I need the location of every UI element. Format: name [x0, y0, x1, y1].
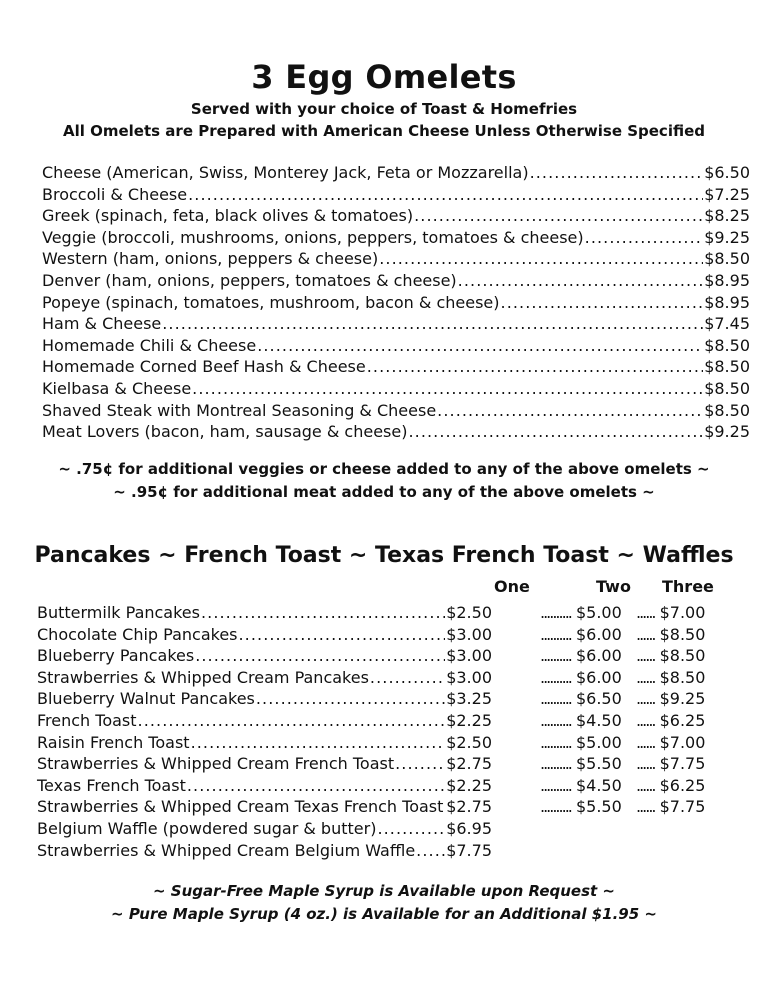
item-name: Homemade Chili & Cheese [42, 335, 257, 355]
price-three-cell [636, 711, 705, 733]
dot-leader [416, 841, 445, 860]
omelet-menu-item [42, 379, 750, 401]
price-two-cell [540, 689, 622, 711]
price-three: $8.50 [659, 667, 706, 687]
dot-leader: .......... [540, 603, 571, 622]
dot-leader: ...... [636, 711, 655, 730]
price-three: $8.50 [659, 646, 706, 666]
dot-leader [138, 711, 445, 730]
pancake-menu-item [37, 754, 492, 776]
dot-leader [191, 733, 445, 752]
price-one: $7.75 [446, 840, 492, 860]
item-name: Strawberries & Whipped Cream French Toast [37, 754, 395, 774]
price-two: $5.50 [575, 754, 622, 774]
price-three-cell [636, 776, 705, 798]
dot-leader: ...... [636, 797, 655, 817]
item-name: Strawberries & Whipped Cream Pancakes [37, 667, 369, 687]
dot-leader [437, 401, 703, 420]
omelet-menu-item [42, 249, 750, 271]
omelets-cheese-note: All Omelets are Prepared with American Cheese Unless Otherwise Specified [63, 122, 705, 140]
item-name: Western (ham, onions, peppers & cheese) [42, 249, 379, 269]
item-price: $7.25 [704, 184, 750, 204]
column-header-one: One [494, 577, 530, 596]
price-two-cell [540, 603, 622, 625]
dot-leader: ...... [636, 775, 655, 795]
price-two: $6.00 [575, 667, 622, 687]
omelet-menu-item [42, 422, 750, 444]
omelet-menu-item [42, 163, 750, 185]
item-price: $8.25 [704, 206, 750, 226]
price-one: $2.75 [446, 754, 492, 774]
dot-leader [256, 689, 445, 708]
price-three-cell [636, 754, 705, 776]
dot-leader [444, 797, 445, 816]
price-three-cell [636, 603, 705, 625]
price-three: $6.25 [659, 775, 706, 795]
price-three-cell [636, 625, 705, 647]
dot-leader: ...... [636, 667, 655, 687]
omelet-menu-item [42, 271, 750, 293]
item-price: $8.95 [704, 271, 750, 290]
price-three-cell [636, 733, 705, 755]
veggie-addon-note: ~ .75¢ for additional veggies or cheese added to any of the above omelets ~ [58, 460, 710, 478]
price-two-cell [540, 754, 622, 776]
item-name: Homemade Corned Beef Hash & Cheese [42, 357, 366, 377]
price-two: $4.50 [575, 711, 622, 730]
dot-leader: .......... [540, 711, 571, 730]
price-one: $2.50 [446, 732, 492, 752]
omelet-menu-item [42, 228, 750, 250]
dot-leader [379, 249, 703, 268]
item-price: $8.50 [704, 249, 750, 269]
dot-leader [195, 646, 445, 665]
dot-leader [377, 819, 445, 838]
item-name: Cheese (American, Swiss, Monterey Jack, Feta or Mozzarella) [42, 163, 529, 182]
price-two-cell [540, 733, 622, 755]
dot-leader: .......... [540, 797, 571, 817]
meat-addon-note: ~ .95¢ for additional meat added to any of the above omelets ~ [113, 483, 655, 501]
dot-leader [585, 228, 704, 247]
dot-leader [408, 422, 703, 441]
price-one: $2.25 [446, 775, 492, 795]
price-three: $7.75 [659, 797, 706, 817]
price-three-cell [636, 668, 705, 690]
item-name: Meat Lovers (bacon, ham, sausage & cheese) [42, 422, 408, 442]
item-name: Texas French Toast [37, 775, 186, 795]
price-three: $6.25 [659, 711, 706, 730]
pancake-menu-item [37, 819, 492, 841]
price-one: $2.75 [446, 797, 492, 817]
pancake-menu-item [37, 797, 492, 819]
dot-leader [162, 314, 703, 333]
price-two-cell [540, 625, 622, 647]
price-one: $3.00 [446, 624, 492, 644]
price-three-cell [636, 797, 705, 819]
dot-leader: ...... [636, 646, 655, 666]
item-price: $9.25 [704, 227, 750, 247]
dot-leader: .......... [540, 754, 571, 774]
pancake-menu-item [37, 733, 492, 755]
item-name: Belgium Waffle (powdered sugar & butter) [37, 819, 377, 838]
price-two-cell [540, 668, 622, 690]
price-two: $6.00 [575, 646, 622, 666]
price-two-cell [540, 711, 622, 733]
dot-leader: .......... [540, 646, 571, 666]
dot-leader [414, 206, 703, 225]
price-one: $2.25 [446, 711, 492, 730]
dot-leader [188, 185, 703, 204]
price-three: $7.00 [659, 603, 706, 622]
pancakes-title: Pancakes ~ French Toast ~ Texas French Toast ~ Waffles [34, 543, 734, 568]
price-one: $3.00 [446, 646, 492, 666]
pancake-menu-item [37, 841, 492, 863]
omelet-menu-item [42, 314, 750, 336]
item-name: Greek (spinach, feta, black olives & tomatoes) [42, 206, 414, 226]
omelet-menu-item [42, 293, 750, 315]
column-header-two: Two [596, 577, 631, 596]
dot-leader: ...... [636, 754, 655, 774]
pancake-menu-item [37, 625, 492, 647]
dot-leader [370, 668, 445, 687]
item-price: $6.50 [704, 163, 750, 182]
price-two: $5.00 [575, 732, 622, 752]
item-price: $8.50 [704, 357, 750, 377]
dot-leader: .......... [540, 667, 571, 687]
omelet-menu-item [42, 336, 750, 358]
dot-leader [367, 357, 703, 376]
dot-leader [395, 754, 445, 773]
omelet-menu-item [42, 185, 750, 207]
pancake-menu-item [37, 689, 492, 711]
omelet-menu-item [42, 401, 750, 423]
dot-leader: ...... [636, 689, 655, 709]
item-name: Denver (ham, onions, peppers, tomatoes & cheese) [42, 271, 457, 290]
item-name: French Toast [37, 711, 137, 730]
price-three: $9.25 [659, 689, 706, 709]
price-three: $7.75 [659, 754, 706, 774]
price-two-cell [540, 776, 622, 798]
dot-leader [530, 163, 704, 182]
item-price: $8.50 [704, 379, 750, 398]
pancake-menu-item [37, 603, 492, 625]
dot-leader [187, 776, 445, 795]
price-three: $7.00 [659, 732, 706, 752]
item-name: Kielbasa & Cheese [42, 379, 192, 398]
dot-leader [239, 625, 446, 644]
dot-leader: ...... [636, 732, 655, 752]
item-price: $9.25 [704, 422, 750, 442]
omelet-menu-item [42, 206, 750, 228]
omelets-title: 3 Egg Omelets [251, 58, 517, 96]
price-one: $3.00 [446, 667, 492, 687]
dot-leader: .......... [540, 732, 571, 752]
price-two: $4.50 [575, 775, 622, 795]
item-price: $7.45 [704, 314, 750, 334]
item-name: Veggie (broccoli, mushrooms, onions, peppers, tomatoes & cheese) [42, 227, 584, 247]
item-name: Blueberry Walnut Pancakes [37, 689, 255, 709]
price-three-cell [636, 689, 705, 711]
item-name: Broccoli & Cheese [42, 184, 188, 204]
price-two: $5.50 [575, 797, 622, 817]
item-name: Ham & Cheese [42, 314, 162, 334]
omelet-menu-item [42, 357, 750, 379]
dot-leader [458, 271, 704, 290]
price-two-cell [540, 646, 622, 668]
item-name: Strawberries & Whipped Cream Belgium Waffle [37, 840, 416, 860]
price-two-cell [540, 797, 622, 819]
pancake-menu-item [37, 711, 492, 733]
pancake-menu-item [37, 646, 492, 668]
dot-leader [192, 379, 703, 398]
item-name: Chocolate Chip Pancakes [37, 624, 238, 644]
dot-leader: .......... [540, 624, 571, 644]
price-two: $5.00 [575, 603, 622, 622]
item-name: Strawberries & Whipped Cream Texas French Toast [37, 797, 444, 817]
price-one: $3.25 [446, 689, 492, 709]
item-name: Popeye (spinach, tomatoes, mushroom, bacon & cheese) [42, 292, 500, 312]
item-name: Blueberry Pancakes [37, 646, 195, 666]
dot-leader: .......... [540, 689, 571, 709]
dot-leader [201, 603, 445, 622]
omelets-subtitle: Served with your choice of Toast & Homefries [190, 100, 578, 118]
sugar-free-syrup-note: ~ Sugar-Free Maple Syrup is Available upon Request ~ [153, 882, 615, 900]
pancake-menu-item [37, 668, 492, 690]
price-three-cell [636, 646, 705, 668]
dot-leader: .......... [540, 775, 571, 795]
item-name: Shaved Steak with Montreal Seasoning & Cheese [42, 400, 437, 420]
dot-leader: ...... [636, 624, 655, 644]
price-two: $6.00 [575, 624, 622, 644]
dot-leader [501, 293, 704, 312]
pure-maple-syrup-note: ~ Pure Maple Syrup (4 oz.) is Available for an Additional $1.95 ~ [111, 905, 657, 923]
item-name: Buttermilk Pancakes [37, 603, 200, 622]
dot-leader: ...... [636, 603, 655, 622]
price-two: $6.50 [575, 689, 622, 709]
column-header-three: Three [662, 577, 714, 596]
price-one: $6.95 [446, 819, 492, 838]
item-price: $8.50 [704, 400, 750, 420]
pancake-menu-item [37, 776, 492, 798]
price-three: $8.50 [659, 624, 706, 644]
item-price: $8.50 [704, 335, 750, 355]
price-one: $2.50 [446, 603, 492, 622]
item-name: Raisin French Toast [37, 732, 190, 752]
dot-leader [257, 336, 703, 355]
item-price: $8.95 [704, 292, 750, 312]
